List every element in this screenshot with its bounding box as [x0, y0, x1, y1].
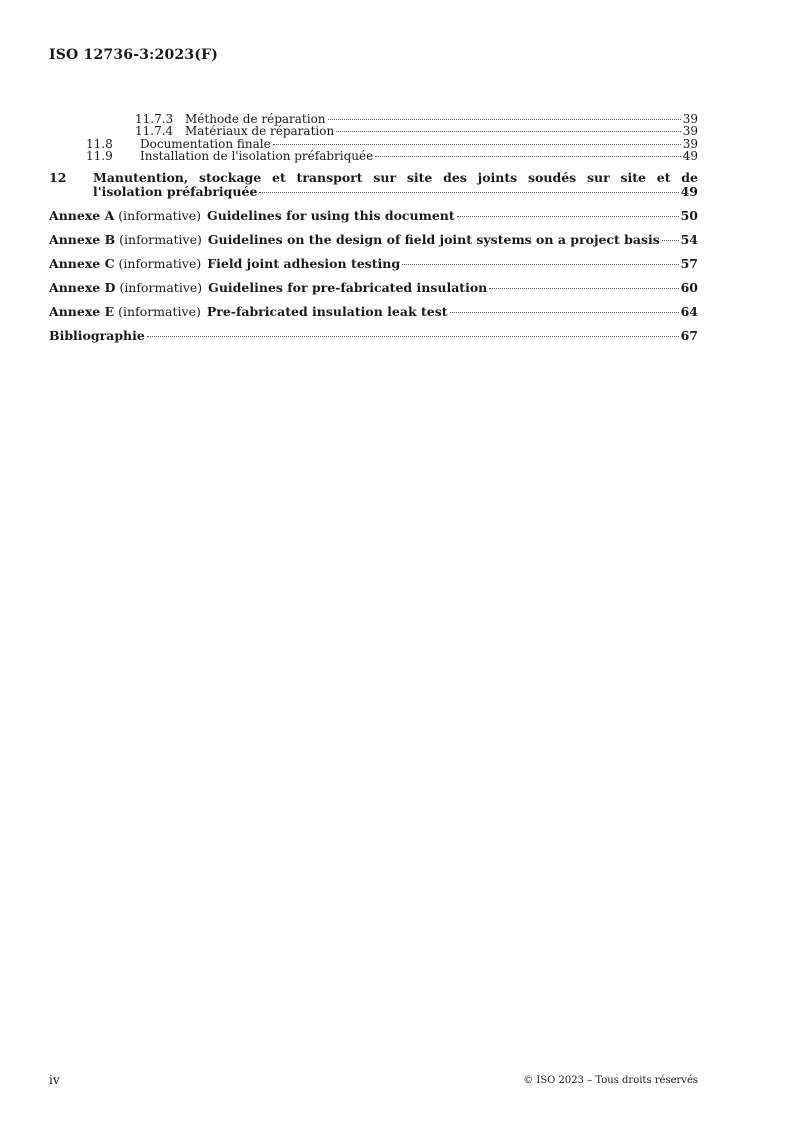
toc-entry-number: 11.7.4	[135, 124, 174, 139]
toc-entry-title: Matériaux de réparation	[185, 124, 335, 139]
toc-annex-b[interactable]	[49, 233, 698, 247]
dot-leader	[457, 216, 679, 217]
annex-page: 60	[680, 279, 698, 295]
annex-title: Field joint adhesion testing	[207, 255, 401, 271]
annex-type: (informative)	[118, 255, 202, 271]
annex-page: 64	[680, 303, 698, 319]
toc-chapter-title-line2-row	[93, 185, 698, 199]
toc-entry-title: Méthode de réparation	[185, 112, 326, 126]
toc-entry-title: Installation de l'isolation préfabriquée	[140, 149, 374, 164]
annex-page: 50	[680, 207, 698, 223]
annex-label: Annexe E	[49, 303, 115, 319]
dot-leader	[259, 192, 678, 193]
annex-title: Guidelines for using this document	[207, 207, 455, 223]
toc-bibliography[interactable]	[49, 329, 698, 343]
toc-chapter-title-line2: l'isolation préfabriquée	[93, 183, 258, 199]
dot-leader	[662, 240, 679, 241]
toc-entry-page: 39	[682, 124, 698, 139]
toc-entry-number: 11.8	[86, 136, 113, 151]
dot-leader	[336, 131, 681, 132]
table-of-contents	[49, 113, 698, 343]
annex-title: Guidelines for pre-fabricated insulation	[208, 279, 488, 295]
annex-page: 54	[680, 231, 698, 247]
annex-title: Pre-fabricated insulation leak test	[206, 303, 448, 319]
toc-annex-d[interactable]	[49, 281, 698, 295]
toc-chapter-title-line1: Manutention, stockage et transport sur site des joints soudés sur site et de	[93, 169, 698, 185]
annex-type: (informative)	[118, 207, 202, 223]
toc-annex-e[interactable]	[49, 305, 698, 319]
annex-type: (informative)	[119, 231, 202, 247]
footer-page-number: iv	[49, 1073, 60, 1087]
toc-chapter-body	[93, 171, 698, 199]
toc-entry-page: 39	[682, 136, 698, 151]
dot-leader	[450, 312, 679, 313]
dot-leader	[402, 264, 679, 265]
dot-leader	[273, 144, 681, 145]
toc-entry-11-9[interactable]	[49, 150, 698, 162]
bibliography-title: Bibliographie	[49, 327, 145, 343]
toc-entry-number: 11.9	[86, 149, 113, 164]
toc-entry-number: 11.7.3	[135, 112, 174, 126]
toc-chapter-page: 49	[680, 183, 698, 199]
toc-entry-11-7-4[interactable]	[49, 125, 698, 137]
dot-leader	[147, 336, 679, 337]
annex-label: Annexe D	[49, 279, 116, 295]
toc-entry-page: 49	[682, 149, 698, 164]
dot-leader	[375, 156, 680, 157]
footer-copyright: © ISO 2023 – Tous droits réservés	[523, 1075, 698, 1086]
annex-page: 57	[680, 255, 698, 271]
annex-title: Guidelines on the design of field joint systems on a project basis	[207, 231, 660, 247]
annex-label: Annexe B	[49, 231, 116, 247]
annex-label: Annexe C	[49, 255, 115, 271]
toc-chapter-number: 12	[49, 169, 67, 185]
toc-annex-c[interactable]	[49, 257, 698, 271]
toc-entry-page: 39	[682, 112, 698, 126]
bibliography-page: 67	[680, 327, 698, 343]
toc-entry-title: Documentation finale	[140, 136, 271, 151]
annex-type: (informative)	[119, 279, 203, 295]
dot-leader	[489, 288, 678, 289]
toc-chapter-12[interactable]	[49, 171, 698, 199]
toc-annex-a[interactable]	[49, 209, 698, 223]
annex-type: (informative)	[118, 303, 201, 319]
document-id: ISO 12736-3:2023(F)	[49, 47, 219, 63]
dot-leader	[328, 119, 681, 120]
annex-label: Annexe A	[49, 207, 115, 223]
